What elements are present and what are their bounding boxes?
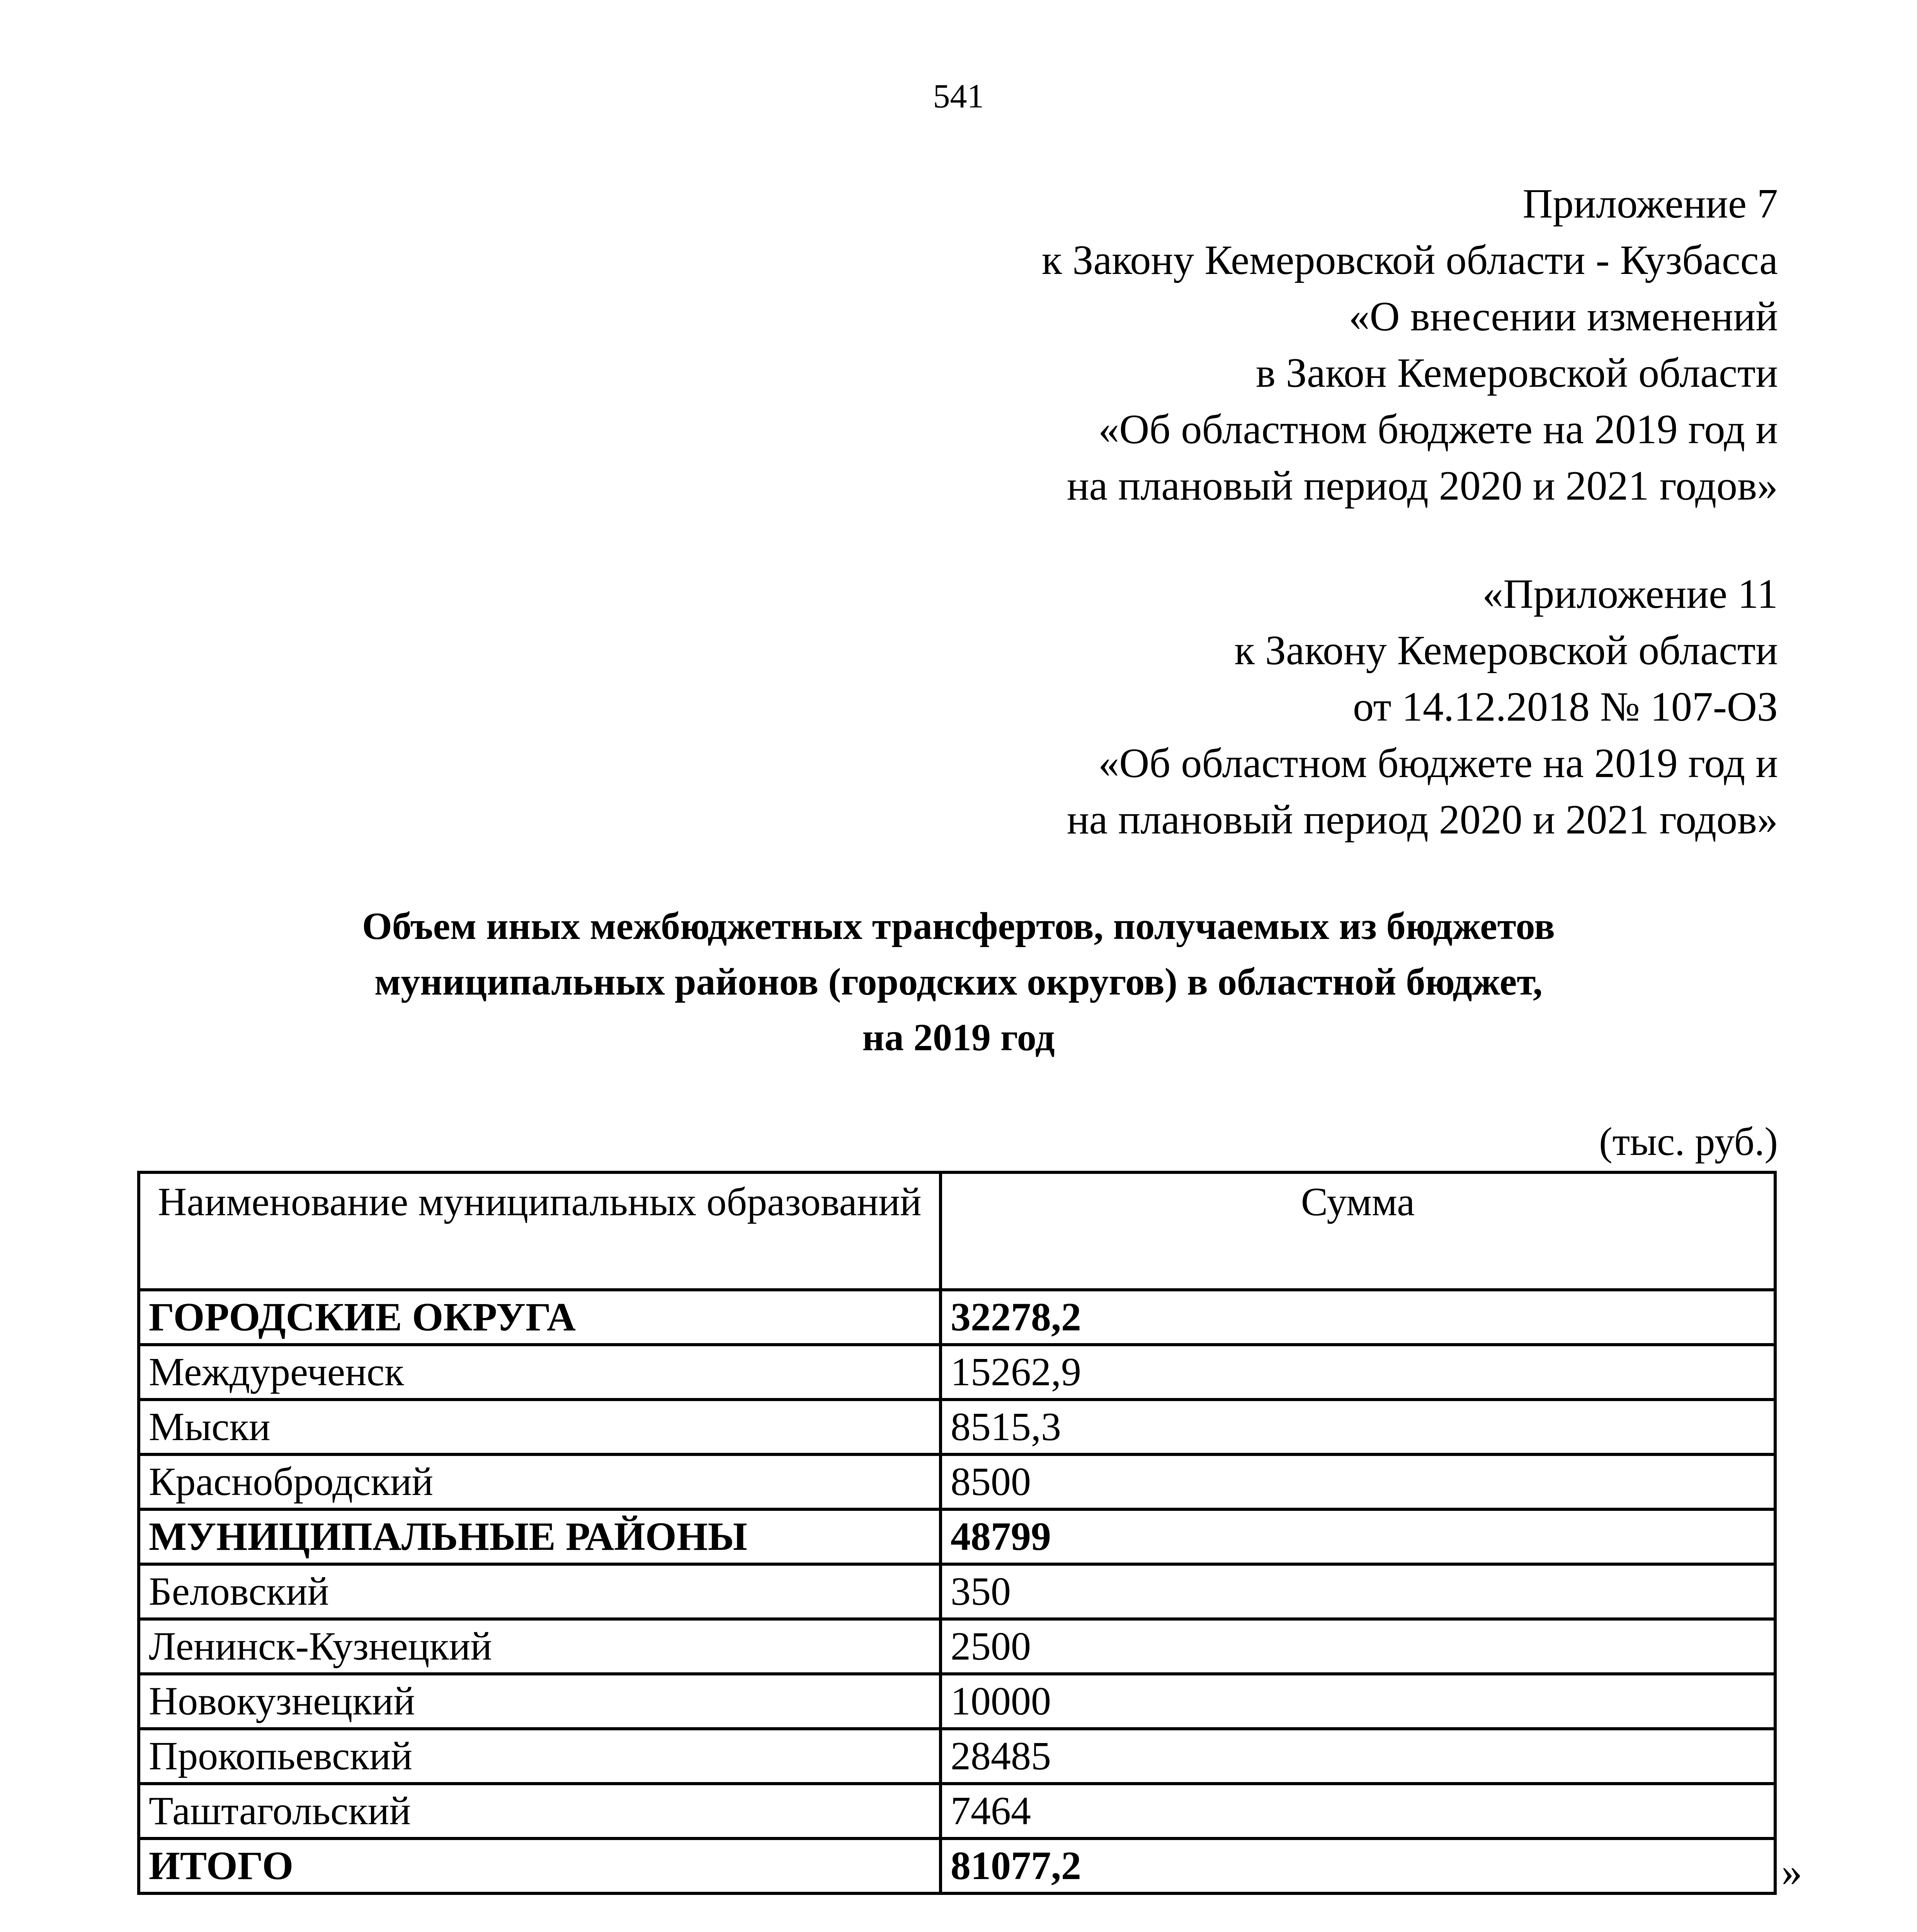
row-sum: 81077,2 (941, 1838, 1775, 1893)
appendix-11-heading (1067, 566, 1778, 848)
table-row (139, 1784, 1775, 1838)
row-name: Ленинск-Кузнецкий (139, 1619, 941, 1674)
appendix-7-line: «О внесении изменений (1349, 294, 1778, 340)
row-name: Таштагольский (139, 1784, 941, 1838)
page-number: 541 (933, 78, 984, 115)
row-name: МУНИЦИПАЛЬНЫЕ РАЙОНЫ (139, 1509, 941, 1564)
row-name: Новокузнецкий (139, 1674, 941, 1729)
appendix-7-line: в Закон Кемеровской области (1255, 350, 1778, 396)
table-row-grand-total (139, 1838, 1775, 1893)
appendix-11-line: на плановый период 2020 и 2021 годов» (1067, 797, 1778, 843)
table-row (139, 1400, 1775, 1454)
units-label: (тыс. руб.) (1599, 1119, 1778, 1164)
row-sum: 28485 (941, 1729, 1775, 1784)
row-sum: 7464 (941, 1784, 1775, 1838)
title-line: на 2019 год (862, 1016, 1055, 1059)
title-line: муниципальных районов (городских округов) в областной бюджет, (374, 960, 1543, 1003)
table-row-group-total (139, 1509, 1775, 1564)
table-row (139, 1619, 1775, 1674)
row-sum: 10000 (941, 1674, 1775, 1729)
table-row (139, 1564, 1775, 1619)
row-sum: 15262,9 (941, 1345, 1775, 1400)
header-sum: Сумма (941, 1172, 1775, 1290)
row-sum: 350 (941, 1564, 1775, 1619)
row-name: ИТОГО (139, 1838, 941, 1893)
document-title (0, 898, 1917, 1065)
row-name: Беловский (139, 1564, 941, 1619)
appendix-11-line: к Закону Кемеровской области (1234, 628, 1778, 673)
title-line: Объем иных межбюджетных трансфертов, получаемых из бюджетов (362, 905, 1555, 947)
appendix-11-line: «Приложение 11 (1482, 571, 1778, 617)
table-row (139, 1345, 1775, 1400)
row-sum: 32278,2 (941, 1290, 1775, 1345)
row-name: Междуреченск (139, 1345, 941, 1400)
row-name: Мыски (139, 1400, 941, 1454)
appendix-7-line: «Об областном бюджете на 2019 год и (1098, 406, 1778, 452)
appendix-7-line: к Закону Кемеровской области - Кузбасса (1041, 237, 1778, 283)
table-header-row (139, 1172, 1775, 1290)
appendix-11-line: от 14.12.2018 № 107-ОЗ (1353, 684, 1778, 730)
row-name: Краснобродский (139, 1454, 941, 1509)
row-sum: 2500 (941, 1619, 1775, 1674)
appendix-7-heading (1042, 176, 1778, 514)
appendix-7-line: на плановый период 2020 и 2021 годов» (1067, 463, 1778, 509)
row-name: ГОРОДСКИЕ ОКРУГА (139, 1290, 941, 1345)
row-sum: 8500 (941, 1454, 1775, 1509)
table-row (139, 1674, 1775, 1729)
closing-quote: » (1781, 1849, 1802, 1895)
appendix-7-line: Приложение 7 (1522, 181, 1778, 227)
row-name: Прокопьевский (139, 1729, 941, 1784)
header-name: Наименование муниципальных образований (139, 1172, 941, 1290)
table-row-group-total (139, 1290, 1775, 1345)
table-row (139, 1729, 1775, 1784)
row-sum: 8515,3 (941, 1400, 1775, 1454)
table-row (139, 1454, 1775, 1509)
appendix-11-line: «Об областном бюджете на 2019 год и (1098, 740, 1778, 786)
transfers-table (137, 1171, 1777, 1895)
row-sum: 48799 (941, 1509, 1775, 1564)
